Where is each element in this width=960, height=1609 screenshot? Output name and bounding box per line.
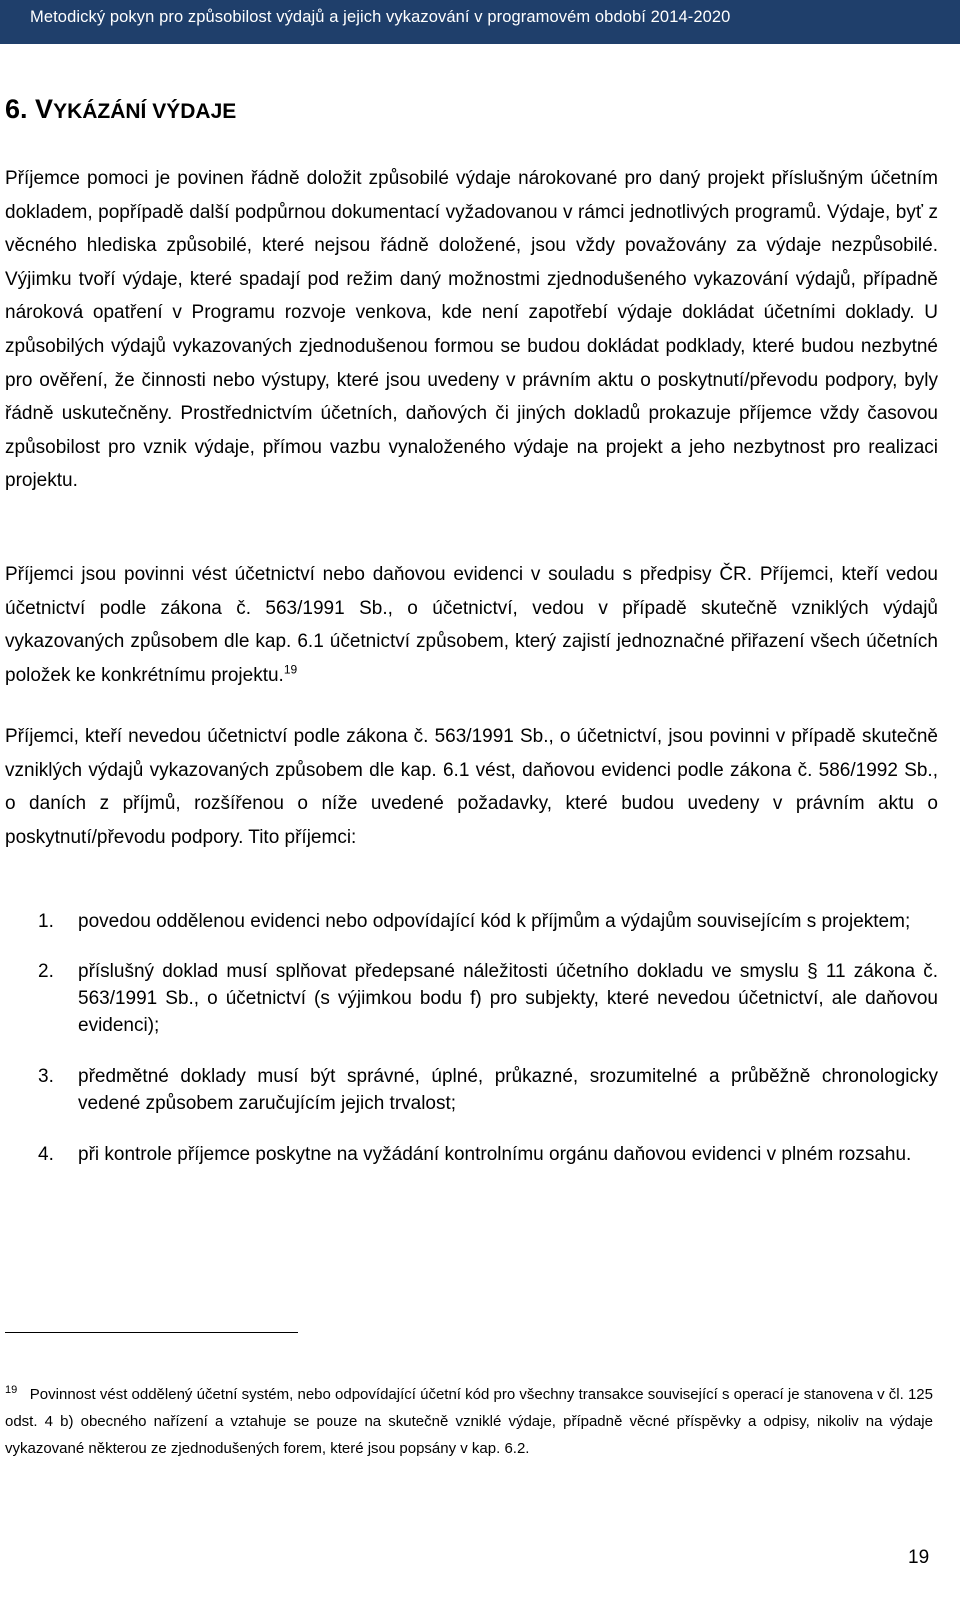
paragraph-accounting [5, 558, 938, 692]
list-item [5, 958, 938, 1039]
list-item-number: 4. [38, 1144, 54, 1165]
section-heading [5, 94, 236, 125]
document-header-bar [0, 0, 960, 44]
list-item-text: povedou oddělenou evidenci nebo odpovídající kód k příjmům a výdajům souvisejícím s projektem; [78, 911, 911, 932]
paragraph-accounting-text: Příjemci jsou povinni vést účetnictví nebo daňovou evidenci v souladu s předpisy ČR. Příjemci, kteří vedou účetnictví podle zákona č. 563/1991 Sb., o účetnictví, vedou v případě skutečně vzniklých výdajů vykazovaných způsobem dle kap. 6.1 účetnictví způsobem, který zajistí jednoznačné přiřazení všech účetních položek ke konkrétnímu projektu. [5, 564, 938, 686]
list-item [5, 908, 938, 935]
document-header-title: Metodický pokyn pro způsobilost výdajů a jejich vykazování v programovém období 2014-2020 [30, 8, 731, 26]
list-item-text: příslušný doklad musí splňovat předepsané náležitosti účetního dokladu ve smyslu § 11 zákona č. 563/1991 Sb., o účetnictví (s výjimkou bodu f) pro subjekty, které nevedou účetnictví, ale daňovou evidenci); [78, 961, 938, 1036]
paragraph-tax-records: Příjemci, kteří nevedou účetnictví podle zákona č. 563/1991 Sb., o účetnictví, jsou povinni v případě skutečně vzniklých výdajů vykazovaných způsobem dle kap. 6.1 vést, daňovou evidenci podle zákona č. 586/1992 Sb., o daních z příjmů, rozšířenou o níže uvedené požadavky, které budou uvedeny v právním aktu o poskytnutí/převodu podpory. Tito příjemci: [5, 726, 938, 848]
list-item-text: při kontrole příjemce poskytne na vyžádání kontrolnímu orgánu daňovou evidenci v plném rozsahu. [78, 1144, 912, 1165]
list-item [5, 1141, 938, 1168]
footnote-separator [5, 1332, 298, 1333]
footnote [5, 1381, 933, 1463]
requirements-list [5, 908, 938, 1168]
footnote-text: Povinnost vést oddělený účetní systém, nebo odpovídající účetní kód pro všechny transakce související s operací je stanovena v čl. 125 odst. 4 b) obecného nařízení a vztahuje se pouze na skutečně vzniklé výdaje, případně věcné příspěvky a odpisy, nikoliv na výdaje vykazované některou ze zjednodušených forem, které jsou popsány v kap. 6.2. [5, 1386, 933, 1458]
list-item-number: 3. [38, 1066, 54, 1087]
list-item [5, 1063, 938, 1117]
list-item-text: předmětné doklady musí být správné, úplné, průkazné, srozumitelné a průběžně chronologicky vedené způsobem zaručujícím jejich trvalost; [78, 1066, 938, 1114]
section-number: 6. [5, 94, 28, 124]
section-title-rest: YKÁZÁNÍ VÝDAJE [53, 100, 237, 123]
list-item-number: 1. [38, 911, 54, 932]
page-number: 19 [908, 1547, 930, 1568]
list-item-number: 2. [38, 961, 54, 982]
footnote-number: 19 [5, 1384, 18, 1396]
paragraph-intro: Příjemce pomoci je povinen řádně doložit způsobilé výdaje nárokované pro daný projekt příslušným účetním dokladem, popřípadě další podpůrnou dokumentací vyžadovanou v rámci jednotlivých programů. Výdaje, byť z věcného hlediska způsobilé, které nejsou řádně doložené, jsou vždy považovány za výdaje nezpůsobilé. Výjimku tvoří výdaje, které spadají pod režim daný možnostmi zjednodušeného vykazování výdajů, případně nároková opatření v Programu rozvoje venkova, kde není zapotřebí výdaje dokládat účetními doklady. U způsobilých výdajů vykazovaných zjednodušenou formou se budou dokládat podklady, které budou nezbytné pro ověření, že činnosti nebo výstupy, které jsou uvedeny v právním aktu o poskytnutí/převodu podpory, byly řádně uskutečněny. Prostřednictvím účetních, daňových či jiných dokladů prokazuje příjemce vždy časovou způsobilost pro vznik výdaje, přímou vazbu vynaloženého výdaje na projekt a jeho nezbytnost pro realizaci projektu. [5, 168, 938, 492]
footnote-reference[interactable]: 19 [283, 662, 298, 677]
section-title-initial: V [35, 94, 54, 124]
